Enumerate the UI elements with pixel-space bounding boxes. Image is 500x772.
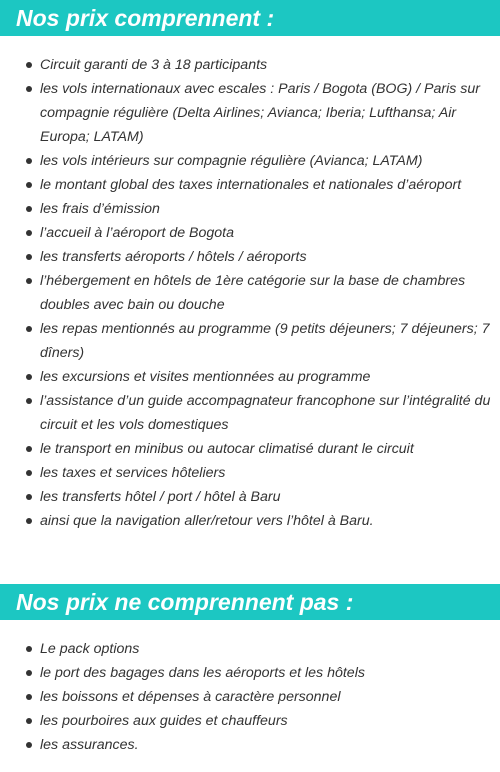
list-item: [0, 709, 500, 733]
list-item: [0, 149, 500, 173]
list-item-text: ainsi que la navigation aller/retour vers l’hôtel à Baru.: [40, 513, 374, 529]
bullet-icon: [26, 182, 32, 188]
list-item-text: les excursions et visites mentionnées au programme: [40, 369, 371, 385]
list-item: [0, 269, 500, 317]
list-item: [0, 365, 500, 389]
list-item: [0, 661, 500, 685]
list-item: [0, 221, 500, 245]
excluded-title: Nos prix ne comprennent pas :: [0, 584, 500, 620]
list-item-text: les transferts hôtel / port / hôtel à Baru: [40, 489, 281, 505]
list-item: [0, 317, 500, 365]
list-item-text: le montant global des taxes internationales et nationales d’aéroport: [40, 177, 462, 193]
list-item: [0, 77, 500, 149]
list-item-text: les taxes et services hôteliers: [40, 465, 226, 481]
list-item-text: les frais d’émission: [40, 201, 160, 217]
list-item-text: les pourboires aux guides et chauffeurs: [40, 713, 288, 729]
list-item-text: l’assistance d’un guide accompagnateur francophone sur l’intégralité du circuit et les vols domestiques: [40, 393, 491, 433]
list-item: [0, 245, 500, 269]
bullet-icon: [26, 694, 32, 700]
list-item: [0, 389, 500, 437]
bullet-icon: [26, 86, 32, 92]
excluded-section: [0, 584, 500, 757]
list-item: [0, 53, 500, 77]
bullet-icon: [26, 206, 32, 212]
bullet-icon: [26, 278, 32, 284]
bullet-icon: [26, 254, 32, 260]
bullet-icon: [26, 374, 32, 380]
bullet-icon: [26, 326, 32, 332]
excluded-list: [0, 620, 500, 757]
list-item-text: le transport en minibus ou autocar climatisé durant le circuit: [40, 441, 414, 457]
list-item-text: Circuit garanti de 3 à 18 participants: [40, 57, 268, 73]
bullet-icon: [26, 646, 32, 652]
list-item-text: les transferts aéroports / hôtels / aéroports: [40, 249, 307, 265]
list-item: [0, 733, 500, 757]
list-item-text: le port des bagages dans les aéroports et les hôtels: [40, 665, 365, 681]
list-item-text: Le pack options: [40, 641, 140, 657]
list-item: [0, 509, 500, 533]
list-item: [0, 173, 500, 197]
bullet-icon: [26, 158, 32, 164]
list-item: [0, 637, 500, 661]
list-item: [0, 485, 500, 509]
list-item: [0, 685, 500, 709]
bullet-icon: [26, 470, 32, 476]
bullet-icon: [26, 446, 32, 452]
list-item-text: les vols internationaux avec escales : Paris / Bogota (BOG) / Paris sur compagnie régulière (Delta Airlines; Avianca; Iberia; Lufthansa; Air Europa; LATAM): [40, 81, 480, 145]
list-item-text: l’hébergement en hôtels de 1ère catégorie sur la base de chambres doubles avec bain ou douche: [40, 273, 466, 313]
included-list: [0, 36, 500, 533]
list-item: [0, 461, 500, 485]
list-item: [0, 437, 500, 461]
included-title: Nos prix comprennent :: [0, 0, 500, 36]
list-item-text: les assurances.: [40, 737, 139, 753]
bullet-icon: [26, 718, 32, 724]
list-item-text: l’accueil à l’aéroport de Bogota: [40, 225, 235, 241]
bullet-icon: [26, 494, 32, 500]
bullet-icon: [26, 518, 32, 524]
bullet-icon: [26, 742, 32, 748]
list-item-text: les boissons et dépenses à caractère personnel: [40, 689, 341, 705]
list-item: [0, 197, 500, 221]
bullet-icon: [26, 230, 32, 236]
list-item-text: les vols intérieurs sur compagnie régulière (Avianca; LATAM): [40, 153, 423, 169]
list-item-text: les repas mentionnés au programme (9 petits déjeuners; 7 déjeuners; 7 dîners): [40, 321, 490, 361]
bullet-icon: [26, 398, 32, 404]
bullet-icon: [26, 670, 32, 676]
bullet-icon: [26, 62, 32, 68]
